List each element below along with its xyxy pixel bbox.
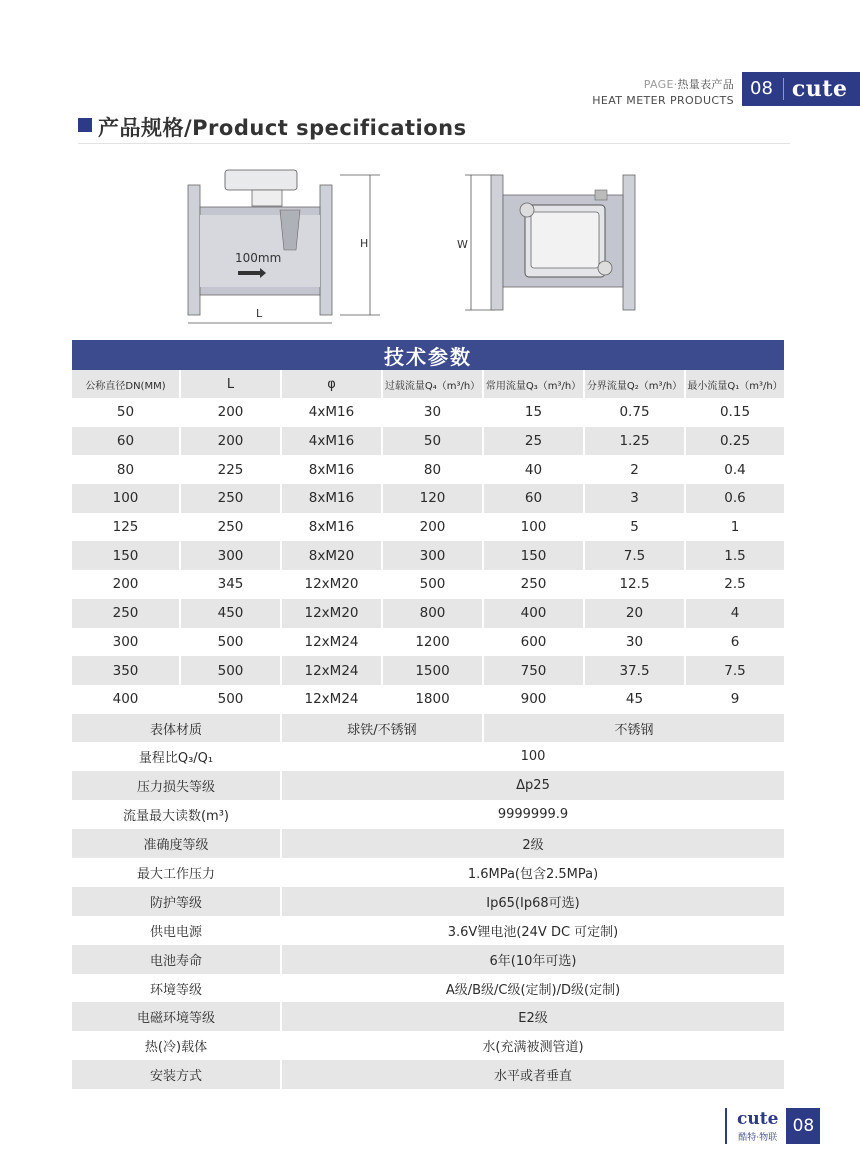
param-row — [72, 771, 784, 800]
table-cell: 0.4 — [684, 455, 784, 484]
spec-table-title: 技术参数 — [72, 340, 784, 370]
param-value: 100 — [280, 742, 784, 771]
column-header: L — [179, 370, 280, 398]
footer-divider — [725, 1108, 727, 1144]
table-cell: 300 — [381, 541, 482, 570]
table-row — [72, 484, 784, 513]
footer-logo-text: cute — [737, 1109, 779, 1129]
header-page-number: 08 — [742, 78, 784, 100]
table-cell: 350 — [72, 656, 179, 685]
table-row — [72, 455, 784, 484]
table-cell: 600 — [482, 628, 583, 657]
table-cell: 250 — [482, 570, 583, 599]
table-row — [72, 628, 784, 657]
param-row — [72, 974, 784, 1003]
header-text — [592, 72, 742, 106]
table-row — [72, 513, 784, 542]
param-row — [72, 800, 784, 829]
table-cell: 15 — [482, 398, 583, 427]
table-cell: 20 — [583, 599, 684, 628]
table-cell: 400 — [112, 691, 139, 708]
material-row — [72, 714, 784, 743]
table-cell: 300 — [112, 633, 139, 650]
title-square-icon — [78, 118, 92, 132]
column-header: 公称直径DN(MM) — [72, 370, 179, 398]
table-cell: 450 — [179, 599, 280, 628]
table-cell: 500 — [179, 628, 280, 657]
param-value: 1.6MPa(包含2.5MPa) — [280, 858, 784, 887]
param-label: 电池寿命 — [72, 945, 280, 974]
param-row — [72, 916, 784, 945]
table-cell: 60 — [72, 427, 179, 456]
page-header — [592, 72, 860, 106]
meter-front-drawing — [180, 165, 380, 325]
column-header: 常用流量Q₃（m³/h） — [482, 370, 583, 398]
param-row — [72, 887, 784, 916]
table-cell: 200 — [179, 398, 280, 427]
param-value: 2级 — [280, 829, 784, 858]
table-cell: 40 — [482, 455, 583, 484]
footer-logo — [737, 1108, 778, 1144]
dim-l-label: L — [256, 307, 263, 320]
table-cell: 1 — [684, 513, 784, 542]
table-cell: 1.5 — [684, 541, 784, 570]
meter-side-drawing — [455, 170, 645, 315]
table-cell: 25 — [482, 427, 583, 456]
table-cell: 250 — [72, 599, 179, 628]
table-cell: 45 — [583, 685, 684, 714]
param-value: E2级 — [280, 1002, 784, 1031]
table-cell: 8xM16 — [280, 513, 381, 542]
table-cell: 30 — [583, 628, 684, 657]
table-cell: 12xM24 — [280, 656, 381, 685]
table-cell: 50 — [381, 427, 482, 456]
header-page-label: PAGE — [643, 78, 674, 91]
param-label: 防护等级 — [72, 887, 280, 916]
param-value: 3.6V锂电池(24V DC 可定制) — [280, 916, 784, 945]
table-cell: 8xM16 — [280, 455, 381, 484]
table-cell: 12xM24 — [280, 628, 381, 657]
table-cell: 125 — [112, 519, 139, 536]
table-cell: 3 — [583, 484, 684, 513]
table-row — [72, 398, 784, 427]
header-logo: cute — [791, 76, 848, 102]
table-cell: 9 — [684, 685, 784, 714]
table-row — [72, 685, 784, 714]
column-header: 过载流量Q₄（m³/h） — [381, 370, 482, 398]
spec-header-row — [72, 370, 784, 398]
table-cell: 12.5 — [583, 570, 684, 599]
header-page-cn: 热量表产品 — [677, 78, 734, 91]
param-label: 电磁环境等级 — [72, 1002, 280, 1031]
table-cell: 5 — [583, 513, 684, 542]
table-cell: 345 — [179, 570, 280, 599]
header-subtitle: HEAT METER PRODUCTS — [592, 94, 734, 107]
table-cell: 37.5 — [583, 656, 684, 685]
material-value-b: 不锈钢 — [482, 714, 784, 743]
table-cell: 7.5 — [583, 541, 684, 570]
table-row — [72, 599, 784, 628]
table-cell: 30 — [381, 398, 482, 427]
table-cell: 4xM16 — [280, 398, 381, 427]
param-value: A级/B级/C级(定制)/D级(定制) — [280, 974, 784, 1003]
param-label: 供电电源 — [149, 924, 202, 940]
dim-h-label: H — [360, 237, 369, 250]
table-row — [72, 656, 784, 685]
param-label: 流量最大读数(m³) — [122, 809, 230, 825]
param-label: 环境等级 — [149, 982, 202, 998]
front-size-text: 100mm — [235, 251, 282, 265]
table-cell: 8xM20 — [280, 541, 381, 570]
param-label: 准确度等级 — [72, 829, 280, 858]
table-cell: 80 — [381, 455, 482, 484]
table-cell: 7.5 — [684, 656, 784, 685]
table-cell: 80 — [116, 461, 135, 478]
table-cell: 6 — [684, 628, 784, 657]
table-cell: 60 — [482, 484, 583, 513]
column-header: 最小流量Q₁（m³/h） — [684, 370, 784, 398]
param-label: 量程比Q₃/Q₁ — [138, 751, 214, 767]
section-title: 产品规格/Product specifications — [98, 116, 467, 140]
param-row — [72, 1031, 784, 1060]
header-badge — [742, 72, 860, 106]
table-cell: 900 — [482, 685, 583, 714]
table-cell: 100 — [72, 484, 179, 513]
table-cell: 2.5 — [684, 570, 784, 599]
param-row — [72, 945, 784, 974]
param-row — [72, 829, 784, 858]
header-page-line: PAGE·热量表产品 — [643, 78, 734, 91]
param-row — [72, 742, 784, 771]
param-label: 热(冷)载体 — [144, 1040, 208, 1056]
material-value-a: 球铁/不锈钢 — [280, 714, 482, 743]
param-label: 最大工作压力 — [136, 866, 215, 882]
table-row — [72, 570, 784, 599]
column-header: 分界流量Q₂（m³/h） — [583, 370, 684, 398]
param-value: Ip65(Ip68可选) — [280, 887, 784, 916]
table-cell: 120 — [381, 484, 482, 513]
table-cell: 150 — [72, 541, 179, 570]
table-cell: 50 — [116, 404, 135, 421]
table-cell: 12xM24 — [280, 685, 381, 714]
table-cell: 0.15 — [684, 398, 784, 427]
spec-grid — [72, 370, 784, 1089]
param-row — [72, 1002, 784, 1031]
table-cell: 225 — [179, 455, 280, 484]
table-cell: 250 — [179, 484, 280, 513]
table-cell: 400 — [482, 599, 583, 628]
footer-logo-cn: 酷特·物联 — [738, 1133, 778, 1143]
param-value: Δp25 — [280, 771, 784, 800]
table-cell: 1.25 — [583, 427, 684, 456]
param-label: 压力损失等级 — [72, 771, 280, 800]
section-title-bar — [78, 112, 790, 144]
param-value: 水平或者垂直 — [280, 1060, 784, 1089]
spec-table — [72, 340, 784, 1089]
table-cell: 4xM16 — [280, 427, 381, 456]
table-row — [72, 427, 784, 456]
table-cell: 0.6 — [684, 484, 784, 513]
table-cell: 500 — [179, 685, 280, 714]
table-cell: 300 — [179, 541, 280, 570]
table-cell: 1200 — [381, 628, 482, 657]
param-value: 6年(10年可选) — [280, 945, 784, 974]
table-cell: 200 — [112, 576, 139, 593]
param-row — [72, 858, 784, 887]
table-cell: 500 — [179, 656, 280, 685]
table-cell: 200 — [179, 427, 280, 456]
table-cell: 0.25 — [684, 427, 784, 456]
material-label: 表体材质 — [72, 714, 280, 743]
table-row — [72, 541, 784, 570]
page-footer — [725, 1108, 820, 1144]
table-cell: 150 — [482, 541, 583, 570]
table-cell: 12xM20 — [280, 570, 381, 599]
table-cell: 750 — [482, 656, 583, 685]
dim-w-label: W — [457, 238, 468, 251]
footer-page-number: 08 — [786, 1108, 820, 1144]
param-row — [72, 1060, 784, 1089]
table-cell: 12xM20 — [280, 599, 381, 628]
table-cell: 200 — [381, 513, 482, 542]
param-value: 9999999.9 — [280, 800, 784, 829]
table-cell: 250 — [179, 513, 280, 542]
table-cell: 800 — [381, 599, 482, 628]
table-cell: 1500 — [381, 656, 482, 685]
table-cell: 8xM16 — [280, 484, 381, 513]
table-cell: 500 — [381, 570, 482, 599]
param-label: 安装方式 — [72, 1060, 280, 1089]
column-header: φ — [280, 370, 381, 398]
table-cell: 0.75 — [583, 398, 684, 427]
table-cell: 2 — [583, 455, 684, 484]
table-cell: 1800 — [381, 685, 482, 714]
table-cell: 100 — [482, 513, 583, 542]
param-value: 水(充满被测管道) — [280, 1031, 784, 1060]
table-cell: 4 — [684, 599, 784, 628]
